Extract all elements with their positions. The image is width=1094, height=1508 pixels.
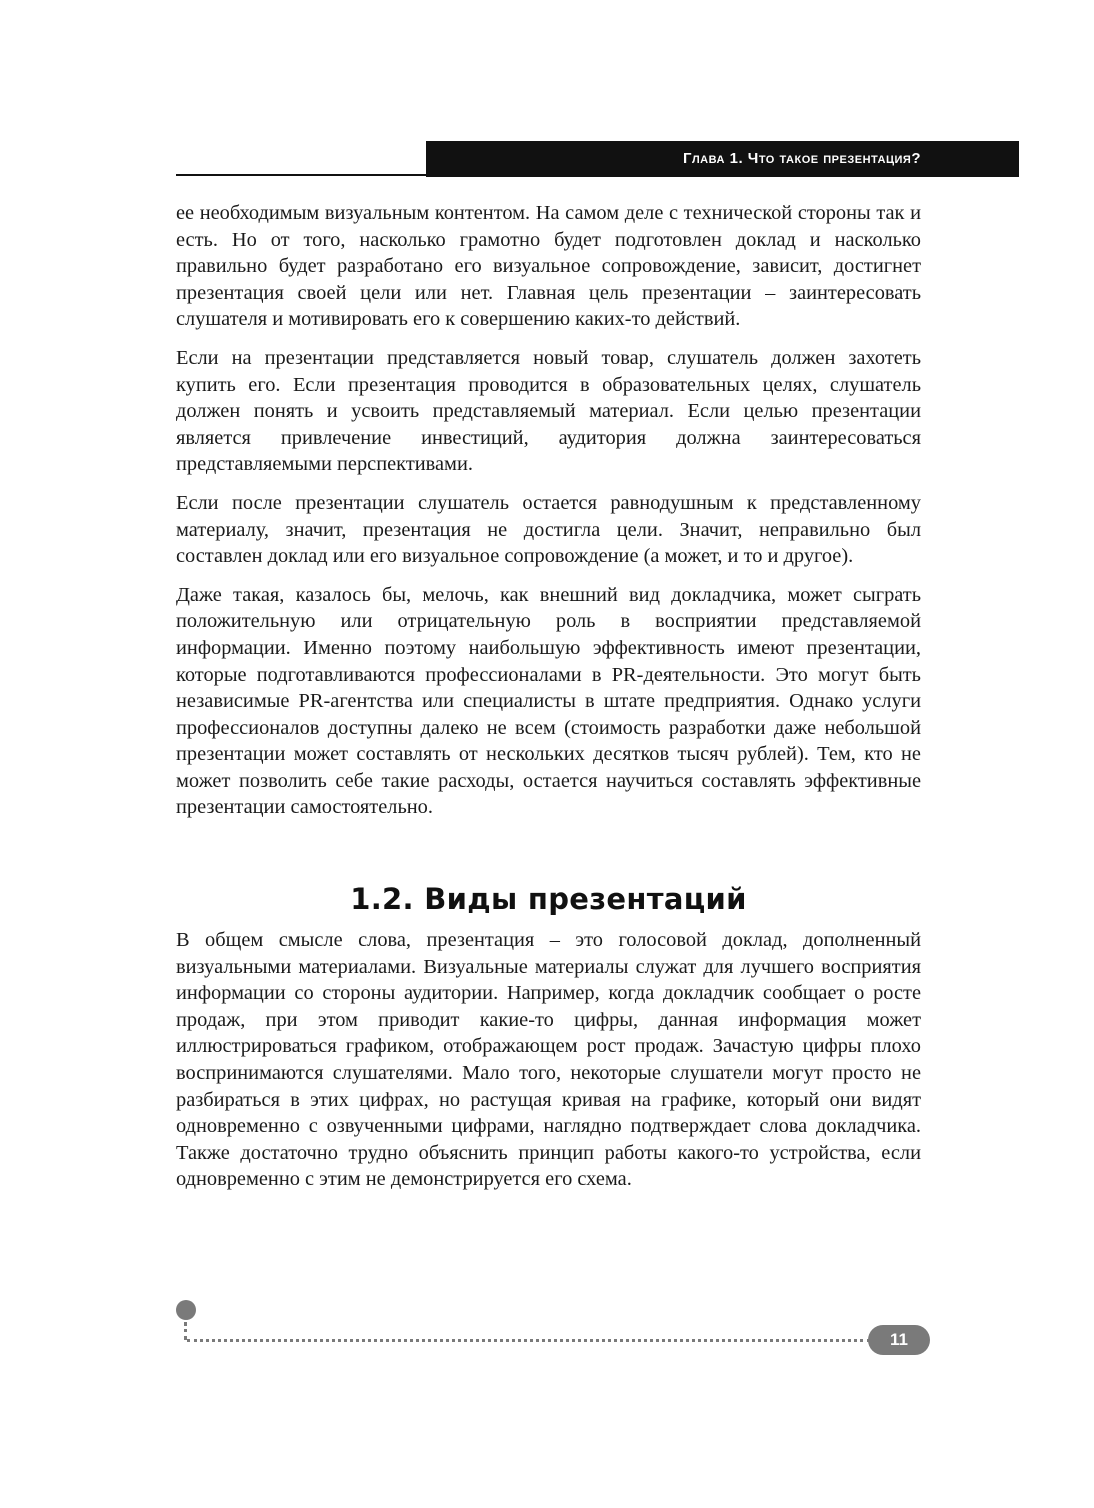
paragraph: В общем смысле слова, презентация – это голосовой доклад, дополненный визуальными материалами. Визуальные материалы служат для лучшего восприятия информации со стороны аудитории. Например, когда докладчик сообщает о росте продаж, при этом приводит какие-то цифры, данная информация может иллюстрироваться графиком, отображающем рост продаж. Зачастую цифры плохо воспринимаются слушателями. Мало того, некоторые слушатели могут просто не разбираться в этих цифрах, но растущая кривая на графике, который они видят одновременно с озвученными цифрами, наглядно подтверждает слова докладчика. Также достаточно трудно объяснить принцип работы какого-то устройства, если одновременно с этим не демонстрируется его схема. [176, 929, 921, 1191]
footer-dot-icon [176, 1300, 196, 1320]
header-rule [176, 174, 426, 176]
footer-dotted-connector [184, 1322, 187, 1340]
page-body [176, 200, 921, 1205]
paragraph: Если после презентации слушатель остается равнодушным к представленному материалу, значит, презентация не достигла цели. Значит, неправильно был составлен доклад или его визуальное сопровождение (а может, и то и другое). [176, 491, 921, 568]
page-number: 11 [868, 1325, 930, 1355]
chapter-header [426, 141, 1019, 177]
chapter-title: Глава 1. Что такое презентация? [682, 150, 921, 167]
paragraph: ее необходимым визуальным контентом. На самом деле с технической стороны так и есть. Но от того, насколько грамотно будет подготовлен доклад и насколько правильно будет разработано его визуальное сопровождение, зависит, достигнет презентация своей цели или нет. Главная цель презентации – заинтересовать слушателя и мотивировать его к совершению каких-то действий. [176, 202, 921, 331]
paragraph: Если на презентации представляется новый товар, слушатель должен захотеть купить его. Если презентация проводится в образовательных целях, слушатель должен понять и усвоить представляемый материал. Если целью презентации является привлечение инвестиций, аудитория должна заинтересоваться представляемыми перспективами. [176, 346, 921, 476]
section-heading: 1.2. Виды презентаций [350, 882, 747, 917]
footer-dotted-line [187, 1339, 870, 1342]
paragraph: Даже такая, казалось бы, мелочь, как внешний вид докладчика, может сыграть положительную или отрицательную роль в восприятии представляемой информации. Именно поэтому наибольшую эффективность имеют презентации, которые подготавливаются профессионалами в PR-деятельности. Это могут быть независимые PR-агентства или специалисты в штате предприятия. Однако услуги профессионалов доступны далеко не всем (стоимость разработки даже небольшой презентации может составлять от нескольких десятков тысяч рублей). Тем, кто не может позволить себе такие расходы, остается научиться составлять эффективные презентации самостоятельно. [176, 583, 921, 819]
